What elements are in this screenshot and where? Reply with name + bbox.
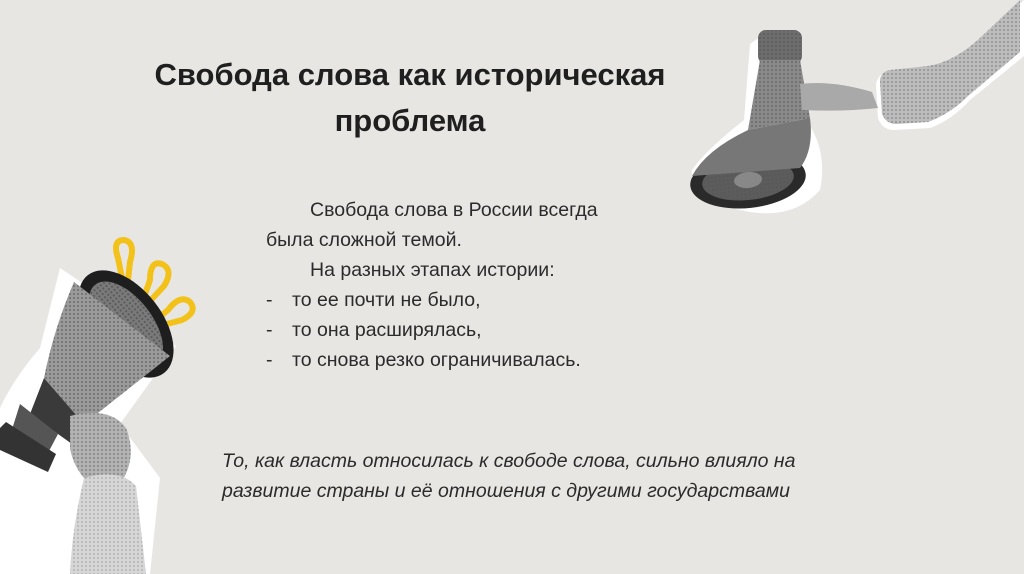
list-item-text: то она расширялась, [292,319,482,341]
list-item [266,345,686,375]
paragraph-1-line-2: была сложной темой. [266,229,462,251]
title-line-2: проблема [334,103,486,138]
megaphone-in-hand-icon [682,0,1024,230]
list-item [266,285,686,315]
list-item-text: то снова резко ограничивалась. [292,349,581,371]
conclusion-line-1: То, как власть относилась к свободе слова, сильно влияло на [222,450,796,472]
megaphone-with-sound-rays-icon [0,228,210,574]
list-item [266,315,686,345]
title-line-1: Свобода слова как историческая [154,57,666,92]
paragraph-1-line-1: Свобода слова в России всегда [310,199,598,221]
paragraph-2: На разных этапах истории: [310,259,555,281]
dash-marker: - [266,349,273,371]
list-item-text: то ее почти не было, [292,289,481,311]
dash-marker: - [266,289,273,311]
dash-marker: - [266,319,273,341]
conclusion-line-2: развитие страны и её отношения с другими государствами [222,480,790,502]
slide-title [120,52,700,144]
conclusion-text [222,446,942,506]
body-text [266,195,686,375]
